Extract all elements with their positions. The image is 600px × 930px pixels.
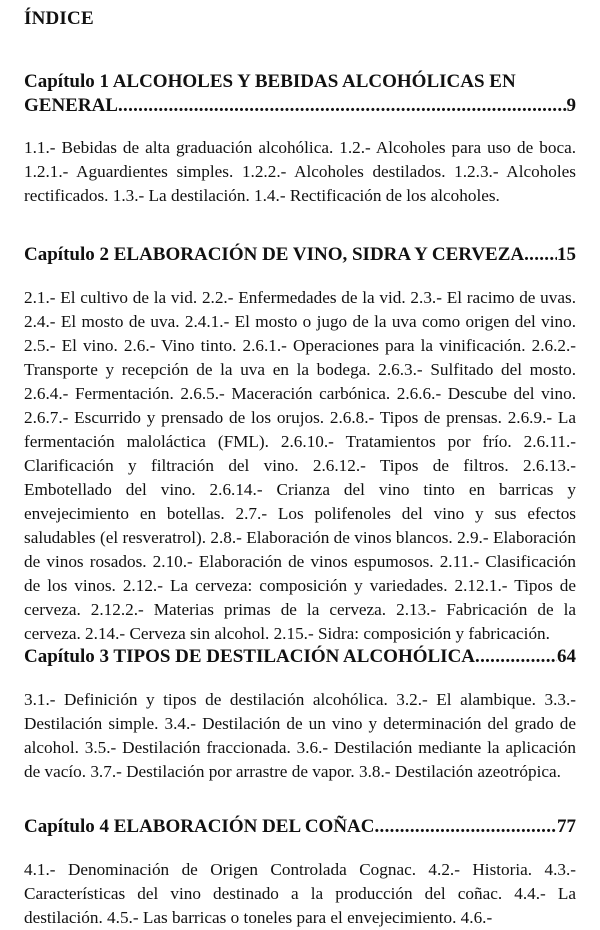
chapter-heading[interactable]	[24, 645, 576, 669]
chapter-1	[24, 70, 576, 118]
chapter-heading-line	[24, 94, 576, 118]
leader-dots	[475, 645, 557, 669]
leader-dots	[524, 243, 557, 267]
chapter-page-number: 9	[566, 95, 576, 116]
chapter-3	[24, 645, 576, 669]
chapter-heading-first-line: Capítulo 1 ALCOHOLES Y BEBIDAS ALCOHÓLICAS EN	[24, 71, 516, 92]
index-title: ÍNDICE	[24, 8, 94, 29]
chapter-heading-title: Capítulo 3 TIPOS DE DESTILACIÓN ALCOHÓLICA	[24, 646, 476, 667]
chapter-heading-line	[24, 243, 576, 267]
chapter-heading-title: Capítulo 4 ELABORACIÓN DEL COÑAC	[24, 816, 375, 837]
chapter-3-contents: 3.1.- Definición y tipos de destilación alcohólica. 3.2.- El alambique. 3.3.- Destilación simple. 3.4.- Destilación de un vino y determinación del grado de alcohol. 3.5.- Destilación fraccionada. 3.6.- Destilación mediante la aplicación de vacío. 3.7.- Destilación por arrastre de vapor. 3.8.- Destilación azeotrópica.	[24, 690, 576, 781]
chapter-heading-title: Capítulo 2 ELABORACIÓN DE VINO, SIDRA Y CERVEZA	[24, 244, 525, 265]
chapter-2-contents: 2.1.- El cultivo de la vid. 2.2.- Enfermedades de la vid. 2.3.- El racimo de uvas. 2.4.- El mosto de uva. 2.4.1.- El mosto o jugo de la uva como origen del vino. 2.5.- El vino. 2.6.- Vino tinto. 2.6.1.- Operaciones para la vinificación. 2.6.2.- Transporte y recepción de la uva en la bodega. 2.6.3.- Sulfitado del mosto. 2.6.4.- Fermentación. 2.6.5.- Maceración carbónica. 2.6.6.- Descube del vino. 2.6.7.- Escurrido y prensado de los orujos. 2.6.8.- Tipos de prensas. 2.6.9.- La fermentación maloláctica (FML). 2.6.10.- Tratamientos por frío. 2.6.11.- Clarificación y filtración del vino. 2.6.12.- Tipos de filtros. 2.6.13.- Embotellado del vino. 2.6.14.- Crianza del vino tinto en barricas y envejecimiento en botellas. 2.7.- Los polifenoles del vino y sus efectos saludables (el resveratrol). 2.8.- Elaboración de vinos blancos. 2.9.- Elaboración de vinos rosados. 2.10.- Elaboración de vinos espumosos. 2.11.- Clasificación de los vinos. 2.12.- La cerveza: composición y variedades. 2.12.1.- Tipos de cerveza. 2.12.2.- Materias primas de la cerveza. 2.13.- Fabricación de la cerveza. 2.14.- Cerveza sin alcohol. 2.15.- Sidra: composición y fabricación.	[24, 288, 576, 643]
chapter-page-number: 64	[557, 646, 576, 667]
chapter-heading[interactable]	[24, 815, 576, 839]
chapter-4-contents: 4.1.- Denominación de Origen Controlada Cognac. 4.2.- Historia. 4.3.- Características del vino destinado a la producción del coñac. 4.4.- La destilación. 4.5.- Las barricas o toneles para el envejecimiento. 4.6.-	[24, 860, 576, 927]
chapter-heading-line	[24, 815, 576, 839]
chapter-heading[interactable]	[24, 70, 576, 118]
chapter-heading[interactable]	[24, 243, 576, 267]
chapter-4	[24, 815, 576, 839]
chapter-heading-line	[24, 645, 576, 669]
chapter-1-contents: 1.1.- Bebidas de alta graduación alcohólica. 1.2.- Alcoholes para uso de boca. 1.2.1.- Aguardientes simples. 1.2.2.- Alcoholes destilados. 1.2.3.- Alcoholes rectificados. 1.3.- La destilación. 1.4.- Rectificación de los alcoholes.	[24, 138, 576, 205]
leader-dots	[118, 94, 567, 118]
chapter-page-number: 15	[557, 244, 576, 265]
chapter-page-number: 77	[557, 816, 576, 837]
chapter-heading-title: GENERAL	[24, 95, 118, 116]
chapter-2	[24, 243, 576, 267]
leader-dots	[375, 815, 558, 839]
